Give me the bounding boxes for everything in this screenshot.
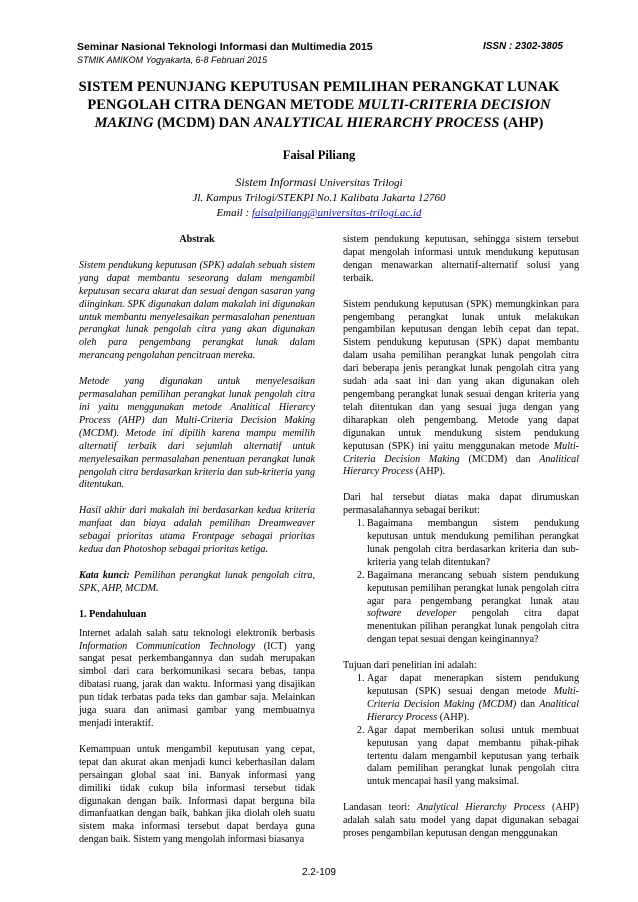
- affiliation-univ: Universitas Trilogi: [316, 177, 403, 189]
- conference-name: Seminar Nasional Teknologi Informasi dan Multimedia 2015: [77, 41, 373, 53]
- keywords-label: Kata kunci:: [79, 569, 130, 581]
- running-header: [77, 41, 373, 66]
- right-p5-c: (AHP) adalah salah satu model yang dapat digunakan sebagai proses pengambilan keputusan dengan menggunakan: [343, 802, 579, 840]
- email-label: Email :: [216, 207, 252, 219]
- goal-1-a: Agar dapat menerapkan sistem pendukung keputusan (SPK) sesuai dengan metode: [367, 673, 579, 697]
- section-heading-intro: 1. Pendahuluan: [79, 608, 147, 620]
- title-line-3-italic-c: ANALYTICAL HIERARCHY PROCESS: [253, 115, 500, 131]
- goal-list: [343, 673, 579, 789]
- right-p5-a: Landasan teori:: [343, 802, 417, 814]
- title-line-1: SISTEM PENUNJANG KEPUTUSAN PEMILIHAN PERANGKAT LUNAK: [78, 79, 560, 95]
- intro-p1-c: (ICT) yang sangat pesat perkembangannya dan sudah merupakan simbol dari cara berkomunikasi secara bebas, tanpa dibatasi ruang, jarak dan waktu. Informasi yang disajikan pun tidak terbatas pada teks dan gambar saja. Melainkan juga suara dan animasi gambar yang membuatnya menjadi interaktif.: [79, 640, 315, 729]
- affiliation-dept: Sistem Informasi: [235, 175, 317, 189]
- intro-paragraph-2: Kemampuan untuk mengambil keputusan yang cepat, tepat dan akurat akan menjadi kunci keberhasilan dalam persaingan global saat ini. Banyak informasi yang dimiliki tidak cukup bila informasi tersebut tidak digunakan dengan baik. Informasi dapat berguna bila dimanfaatkan dengan baik, bahkan jika diolah oleh suatu sistem maka informasi tersebut dapat berdaya guna dengan baik. Sistem yang mengolah informasi biasanya: [79, 743, 315, 846]
- goal-1-e: (AHP).: [437, 711, 470, 723]
- title-line-2-italic: MULTI-CRITERIA DECISION: [357, 97, 551, 113]
- page-number: 2.2-109: [302, 867, 336, 878]
- right-p2-c: (MCDM) dan: [459, 453, 540, 465]
- title-line-3-italic-a: MAKING: [94, 115, 154, 131]
- right-paragraph-4: Tujuan dari penelitian ini adalah:: [343, 660, 477, 672]
- abstract-paragraph-1: Sistem pendukung keputusan (SPK) adalah sebuah sistem yang dapat membantu seseorang dalam mengambil keputusan secara akurat dan sesuai dengan sasaran yang diinginkan. SPK digunakan dalam makalah ini digunakan untuk membantu menyelesaikan permasalahan penentuan perangkat lunak pengolah citra yang akan digunakan oleh para pengembang perangkat lunak dalam merancang pengolahan pencitraan mereka.: [79, 259, 315, 362]
- right-p5-b: Analytical Hierarchy Process: [416, 802, 546, 814]
- problem-2-a: Bagaimana merancang sebuah sistem pendukung keputusan pemilihan perangkat lunak pengolah citra agar para pengembang perangkat lunak atau: [367, 569, 579, 607]
- keywords: [79, 570, 315, 596]
- goal-1-b: Multi-Criteria Decision Making (MCDM): [367, 686, 579, 710]
- right-paragraph-5: [343, 802, 579, 841]
- title-block: [60, 78, 578, 221]
- intro-p1-b: Information Communication Technology: [79, 640, 256, 652]
- goal-1-c: dan: [516, 698, 540, 710]
- affiliation: [60, 175, 578, 221]
- problem-item-2: [367, 570, 579, 647]
- title-line-3-d: (AHP): [499, 115, 544, 131]
- problem-2-b: software developer: [367, 608, 457, 620]
- goal-1-d: Analitical Hierarcy Process: [367, 698, 580, 723]
- problem-list: [343, 518, 579, 647]
- goal-item-2: 2. Agar dapat memberikan solusi untuk membuat keputusan yang dapat membantu pihak-pihak tertentu dalam mengambil keputusan yang terbaik dalam pemilihan perangkat lunak pengolah citra untuk mencapai hasil yang maksimal.: [367, 725, 579, 790]
- email-link[interactable]: faisalpiliang@universitas-trilogi.ac.id: [251, 207, 422, 219]
- right-p2-a: Sistem pendukung keputusan (SPK) memungkinkan para pengembang perangkat lunak untuk melakukan pengambilan keputusan dengan lebih cepat dan tepat. Sistem pendukung keputusan (SPK) dapat membantu dalam usaha pemilihan perangkat lunak pengolah citra dari beberapa jenis perangkat lunak pengolah citra yang sudah ada saat ini dan yang akan digunakan oleh pengembang perangkat lunak sesuai dengan kriteria yang telah ditentukan dan yang sesuai juga dengan yang diharapkan oleh pengembang. Metode yang dapat digunakan untuk mendukung sistem pendukung keputusan (SPK) ini yaitu menggunakan metode: [343, 298, 579, 452]
- issn-label: ISSN : 2302-3805: [482, 41, 563, 52]
- keywords-text: Pemilihan perangkat lunak pengolah citra, SPK, AHP, MCDM.: [79, 569, 315, 594]
- conference-location: STMIK AMIKOM Yogyakarta, 6-8 Februari 2015: [77, 55, 268, 65]
- right-paragraph-3: Dari hal tersebut diatas maka dapat dirumuskan permasalahannya sebagai berikut:: [343, 492, 579, 517]
- paper-title: [60, 78, 578, 132]
- left-column: [79, 234, 315, 860]
- right-p2-d: Analitical Hierarcy Process: [343, 453, 579, 478]
- abstract-paragraph-3: Hasil akhir dari makalah ini berdasarkan kedua kriteria manfaat dan biaya adalah pemilihan Dreamweaver sebagai prioritas utama Frontpage sebagai prioritas kedua dan Photoshop sebagai prioritas ketiga.: [79, 505, 315, 556]
- right-p2-e: (AHP).: [413, 466, 446, 478]
- right-p2-b: Multi-Criteria Decision Making: [343, 440, 579, 465]
- author-name: Faisal Piliang: [282, 148, 356, 162]
- abstract-heading: Abstrak: [179, 234, 215, 245]
- problem-item-1: 1. Bagaimana membangun sistem pendukung keputusan untuk mendukung pemilihan perangkat lunak pengolah citra berdasarkan kriteria dan sub-kriteria yang telah ditentukan?: [367, 518, 579, 570]
- intro-paragraph-1: [79, 628, 315, 731]
- right-paragraph-2: [343, 299, 579, 480]
- affiliation-address: Jl. Kampus Trilogi/STEKPI No.1 Kalibata Jakarta 12760: [192, 192, 446, 204]
- intro-p1-a: Internet adalah salah satu teknologi elektronik berbasis: [79, 627, 315, 639]
- abstract-paragraph-2: Metode yang digunakan untuk menyelesaikan permasalahan pemilihan perangkat lunak pengolah citra ini yaitu menggunakan metode Analitical Hierarcy Process (AHP) dan Multi-Criteria Decision Making (MCDM). Metode ini dipilih karena mampu memilih alternatif terbaik dari sejumlah alternatif untuk menyelesaikan permasalahan penentuan perangkat lunak pengolah citra berdasarkan kriteria dan sub-kriteria yang ditentukan.: [79, 376, 315, 491]
- right-column: [343, 234, 579, 854]
- goal-item-1: [367, 673, 579, 725]
- title-line-2: PENGOLAH CITRA DENGAN METODE: [87, 97, 358, 113]
- problem-2-c: pengolah citra dapat menentukan pilihan perangkat lunak pengolah citra dengan tepat sesuai dengan keinginannya?: [367, 608, 580, 646]
- right-paragraph-1: sistem pendukung keputusan, sehingga sistem tersebut dapat mengolah informasi untuk mendukung keputusan dengan menawarkan alternatif-alternatif solusi yang terbaik.: [343, 234, 579, 284]
- title-line-3-b: (MCDM) DAN: [153, 115, 254, 131]
